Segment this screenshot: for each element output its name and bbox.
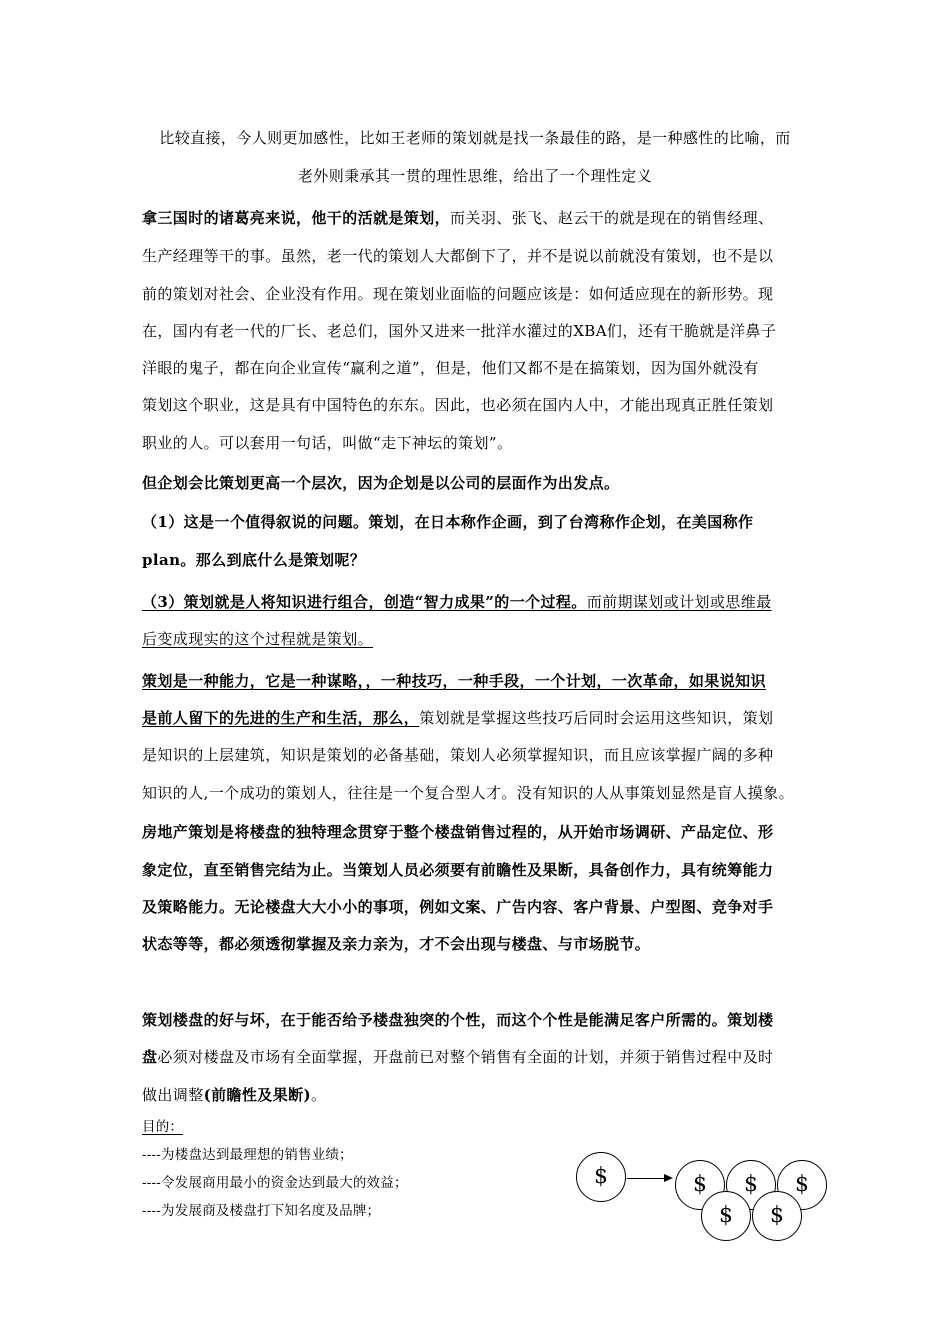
para5-line-4: 知识的人,一个成功的策划人，往往是一个复合型人才。没有知识的人从事策划显然是盲人摸象。 [142,784,794,802]
para6-line-4: 状态等等，都必须透彻掌握及亲力亲为，才不会出现与楼盘、与市场脱节。 [142,935,651,953]
para7-line-1: 策划楼盘的好与坏，在于能否给予楼盘独突的个性，而这个个性是能满足客户所需的。策划楼 [142,1011,774,1029]
para5-line-2 [142,708,773,728]
target-coin: $ [777,1160,827,1210]
para7-line-3 [142,1085,326,1105]
goal-item-1: ----为楼盘达到最理想的销售业绩； [142,1147,353,1163]
intro-line-2: 老外则秉承其一贯的理性思维，给出了一个理性定义 [297,167,653,185]
para5-line-2-rest: 策划就是掌握这些技巧后同时会运用这些知识，策划 [419,709,774,727]
para4-line-2: 后变成现实的这个过程就是策划。 [142,630,374,648]
para5-line-1: 策划是一种能力，它是一种谋略，，一种技巧，一种手段，一个计划，一次革命，如果说知识 [142,672,766,690]
arrow-head-icon [664,1174,673,1182]
para7-bold-lead: 盘 [142,1048,158,1066]
source-coin: $ [576,1152,626,1202]
para5-bold-lead: 是前人留下的先进的生产和生活，那么， [142,709,420,727]
para4-bold-lead: （3）策划就是人将知识进行组合，创造“智力成果”的一个过程。 [142,593,587,611]
para1-line-6: 策划这个职业，这是具有中国特色的东东。因此，也必须在国内人中，才能出现真正胜任策划 [142,396,774,414]
target-coin: $ [701,1191,751,1241]
para6-line-2: 象定位，直至销售完结为止。当策划人员必须要有前瞻性及果断，具备创作力，具有统筹能力 [142,861,774,879]
para1-line-4: 在，国内有老一代的厂长、老总们，国外又进来一批洋水灌过的XBA们，还有干脆就是洋鼻子 [142,322,777,340]
para7-line-2 [142,1047,773,1067]
para6-line-1: 房地产策划是将楼盘的独特理念贯穿于整个楼盘销售过程的，从开始市场调研、产品定位、形 [142,823,774,841]
para3-line-1: （1）这是一个值得叙说的问题。策划，在日本称作企画，到了台湾称作企划，在美国称作 [142,513,754,531]
para1-line-3: 前的策划对社会、企业没有作用。现在策划业面临的问题应该是：如何适应现在的新形势。现 [142,285,774,303]
target-coin: $ [726,1160,776,1210]
para1-line-5: 洋眼的鬼子，都在向企业宣传“赢利之道”，但是，他们又都不是在搞策划，因为国外就没有 [142,359,759,377]
para1-bold-lead: 拿三国时的诸葛亮来说，他干的活就是策划， [142,209,451,227]
para1-line-7: 职业的人。可以套用一句话，叫做“走下神坛的策划”。 [142,434,513,452]
para7-bold-note: (前瞻性及果断) [203,1086,312,1104]
para1-line-1-rest: 而关羽、张飞、赵云干的就是现在的销售经理、 [450,209,774,227]
goal-item-2: ----令发展商用最小的资金达到最大的效益； [142,1175,408,1191]
para3-line-2: plan。那么到底什么是策划呢？ [142,551,366,569]
target-coin: $ [675,1160,725,1210]
para4-line-1-rest: 而前期谋划或计划或思维最 [586,593,772,611]
goals-title: 目的： [142,1119,184,1135]
target-coin: $ [752,1191,802,1241]
para7-line-2-rest: 必须对楼盘及市场有全面掌握，开盘前已对整个销售有全面的计划，并须于销售过程中及时 [157,1048,774,1066]
goal-item-3: ----为发展商及楼盘打下知名度及品牌； [142,1203,381,1219]
para5-line-3: 是知识的上层建筑，知识是策划的必备基础，策划人必须掌握知识，而且应该掌握广阔的多种 [142,746,774,764]
arrow-line [627,1178,667,1179]
para1-line-2: 生产经理等干的事。虽然，老一代的策划人大都倒下了，并不是说以前就没有策划，也不是以 [142,247,774,265]
para7-line-3-post: 。 [311,1086,327,1104]
para7-line-3-pre: 做出调整 [142,1086,204,1104]
para4-line-1 [142,592,772,612]
intro-line-1: 比较直接，今人则更加感性，比如王老师的策划就是找一条最佳的路，是一种感性的比喻，而 [159,129,791,147]
para6-line-3: 及策略能力。无论楼盘大大小小的事项，例如文案、广告内容、客户背景、户型图、竞争对手 [142,898,774,916]
para1-line-1 [142,208,773,228]
para2-line: 但企划会比策划更高一个层次，因为企划是以公司的层面作为出发点。 [142,474,620,492]
